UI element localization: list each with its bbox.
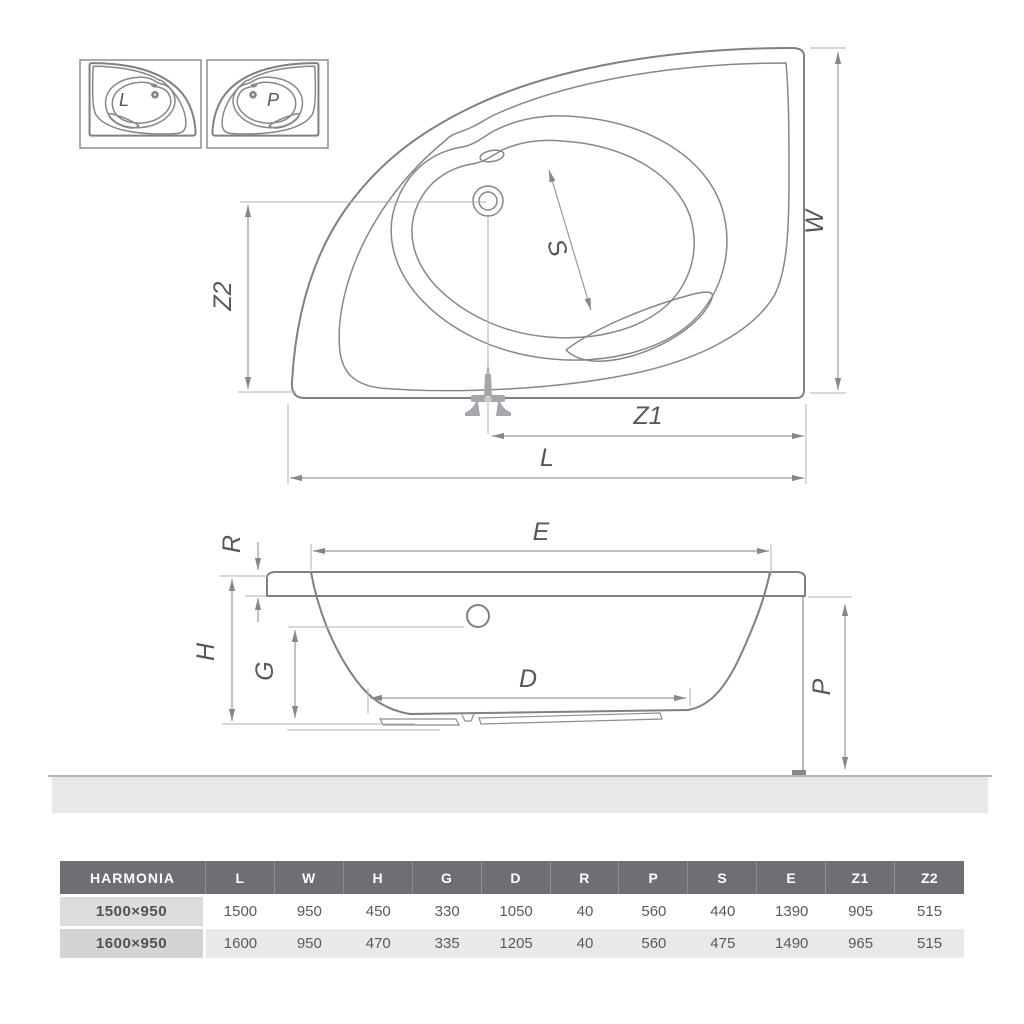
table-row (60, 929, 964, 958)
dim-label-r: R (218, 534, 246, 554)
dim-w (801, 52, 838, 390)
table-row (60, 897, 964, 926)
table-header-z1: Z1 (826, 861, 895, 894)
thumbnail-left-label: L (118, 90, 130, 110)
value-cell-s: 475 (688, 929, 757, 958)
value-cell-w: 950 (275, 897, 344, 926)
thumbnail-right-variant (207, 60, 328, 148)
table-header-d: D (482, 861, 551, 894)
value-cell-l: 1600 (206, 929, 275, 958)
value-cell-z1: 905 (826, 897, 895, 926)
table-header (60, 861, 964, 894)
dim-label-d: D (518, 665, 538, 693)
table-header-s: S (688, 861, 757, 894)
dim-z2 (209, 205, 248, 389)
dim-label-p: P (808, 678, 836, 696)
row-label-size: 1500×950 (60, 897, 206, 926)
dim-label-g: G (251, 661, 279, 681)
table-header-r: R (551, 861, 620, 894)
dim-z1 (492, 402, 804, 436)
value-cell-w: 950 (275, 929, 344, 958)
dim-label-z1: Z1 (633, 402, 663, 430)
side-view (192, 518, 852, 777)
dim-label-w: W (801, 210, 829, 234)
dim-label-h: H (192, 642, 220, 662)
dim-p (808, 604, 845, 769)
table-header-model: HARMONIA (60, 861, 206, 894)
value-cell-z2: 515 (895, 929, 964, 958)
dim-label-l: L (540, 444, 554, 472)
top-view (209, 48, 846, 484)
table-header-e: E (757, 861, 826, 894)
overflow-hole (467, 605, 489, 627)
row-label-size: 1600×950 (60, 929, 206, 958)
dim-e (313, 518, 769, 551)
value-cell-e: 1390 (757, 897, 826, 926)
value-cell-p: 560 (619, 929, 688, 958)
table-header-h: H (344, 861, 413, 894)
thumbnail-left-variant (80, 60, 201, 148)
thumbnail-right-label: P (266, 90, 280, 110)
value-cell-r: 40 (551, 897, 620, 926)
value-cell-l: 1500 (206, 897, 275, 926)
value-cell-d: 1050 (482, 897, 551, 926)
dim-g (251, 630, 295, 718)
dimension-table-section (60, 858, 964, 961)
dim-h (192, 579, 232, 721)
value-cell-e: 1490 (757, 929, 826, 958)
dim-label-s: S (541, 235, 573, 260)
dim-r (218, 535, 258, 622)
value-cell-p: 560 (619, 897, 688, 926)
table-header-l: L (206, 861, 275, 894)
value-cell-h: 470 (344, 929, 413, 958)
dimensions-table (60, 858, 964, 961)
dim-label-z2: Z2 (209, 281, 237, 311)
value-cell-z1: 965 (826, 929, 895, 958)
value-cell-h: 450 (344, 897, 413, 926)
value-cell-r: 40 (551, 929, 620, 958)
table-header-w: W (275, 861, 344, 894)
value-cell-g: 335 (413, 929, 482, 958)
variant-thumbnails (80, 60, 328, 148)
floor (48, 776, 992, 813)
table-header-p: P (619, 861, 688, 894)
dim-s (541, 170, 591, 310)
value-cell-s: 440 (688, 897, 757, 926)
dim-d (370, 665, 686, 698)
value-cell-g: 330 (413, 897, 482, 926)
value-cell-d: 1205 (482, 929, 551, 958)
dim-l (290, 444, 804, 478)
table-header-z2: Z2 (895, 861, 964, 894)
table-header-g: G (413, 861, 482, 894)
dim-label-e: E (532, 518, 550, 546)
value-cell-z2: 515 (895, 897, 964, 926)
